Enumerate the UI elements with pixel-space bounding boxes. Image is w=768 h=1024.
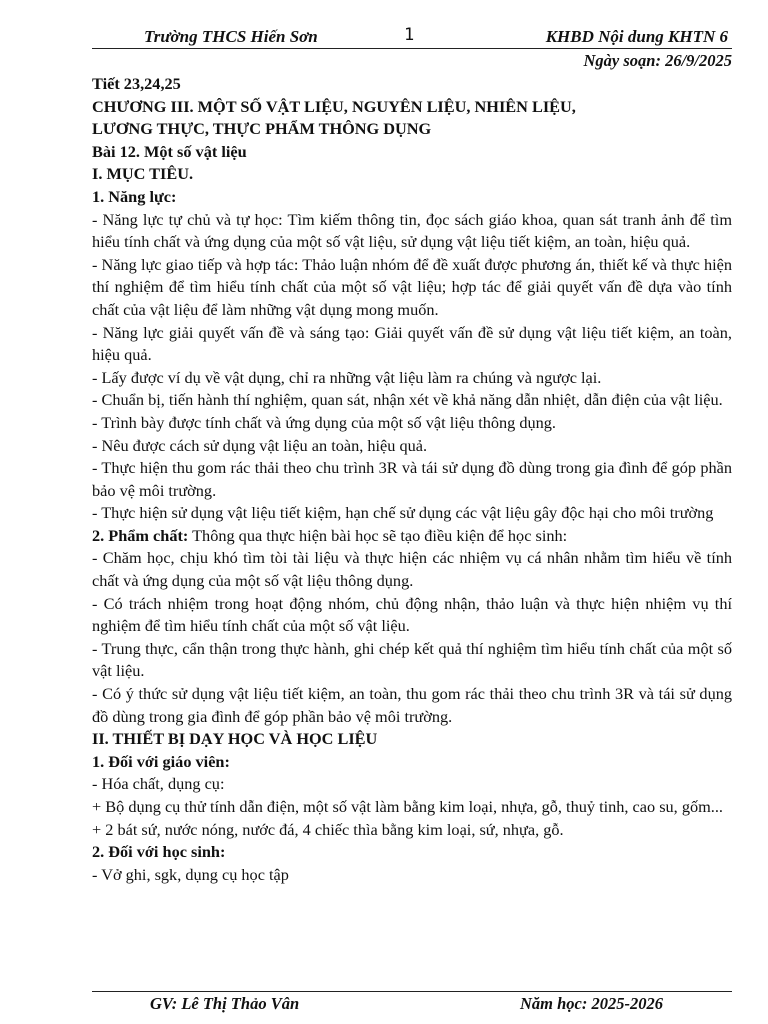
quality-paragraph (92, 525, 732, 548)
competence-item: - Năng lực giao tiếp và hợp tác: Thảo luận nhóm để đề xuất được phương án, thiết kế và thực hiện thí nghiệm để tìm hiểu tính chất của một số vật liệu; hợp tác để giải quyết vấn đề dựa vào tính chất của vật liệu để làm những vật dụng mong muốn. (92, 254, 732, 319)
footer-teacher-name: GV: Lê Thị Thảo Vân (150, 994, 300, 1013)
preparation-date: Ngày soạn: 26/9/2025 (583, 51, 732, 70)
lesson-title: Bài 12. Một số vật liệu (92, 141, 247, 161)
student-heading: 2. Đối với học sinh: (92, 842, 226, 862)
equipment-heading: II. THIẾT BỊ DẠY HỌC VÀ HỌC LIỆU (92, 729, 378, 749)
teacher-heading: 1. Đối với giáo viên: (92, 751, 230, 771)
competence-item: - Chuẩn bị, tiến hành thí nghiệm, quan sát, nhận xét về khả năng dẫn nhiệt, dẫn điện của vật liệu. (92, 390, 723, 410)
competence-item: - Thực hiện sử dụng vật liệu tiết kiệm, hạn chế sử dụng các vật liệu gây độc hại cho môi trường (92, 503, 714, 523)
competence-item: - Nêu được cách sử dụng vật liệu an toàn, hiệu quả. (92, 435, 428, 455)
teacher-item: + 2 bát sứ, nước nóng, nước đá, 4 chiếc thìa bằng kim loại, sứ, nhựa, gỗ. (92, 819, 564, 839)
chapter-title-line2: LƯƠNG THỰC, THỰC PHẨM THÔNG DỤNG (92, 119, 432, 139)
teacher-item: + Bộ dụng cụ thử tính dẫn điện, một số vật làm bằng kim loại, nhựa, gỗ, thuỷ tinh, cao su, gốm... (92, 797, 723, 816)
competence-heading: 1. Năng lực: (92, 186, 177, 206)
document-body (92, 73, 732, 886)
objectives-heading: I. MỤC TIÊU. (92, 164, 194, 184)
quality-item: - Trung thực, cẩn thận trong thực hành, ghi chép kết quả thí nghiệm tìm hiểu tính chất của một số vật liệu. (92, 638, 732, 681)
quality-item: - Có ý thức sử dụng vật liệu tiết kiệm, an toàn, thu gom rác thải theo chu trình 3R và tái sử dụng đồ dùng trong gia đình để góp phần bảo vệ môi trường. (92, 684, 732, 726)
header-school-name: Trường THCS Hiến Sơn (144, 27, 318, 46)
quality-heading: 2. Phẩm chất: (92, 525, 189, 545)
teacher-item: - Hóa chất, dụng cụ: (92, 774, 225, 794)
page-header (92, 24, 732, 49)
page-footer (92, 991, 732, 1020)
student-item: - Vở ghi, sgk, dụng cụ học tập (92, 864, 289, 884)
competence-item: - Lấy được ví dụ về vật dụng, chỉ ra những vật liệu làm ra chúng và ngược lại. (92, 367, 602, 387)
chapter-title-line1: CHƯƠNG III. MỘT SỐ VẬT LIỆU, NGUYÊN LIỆU, NHIÊN LIỆU, (92, 96, 576, 116)
quality-item: - Có trách nhiệm trong hoạt động nhóm, chủ động nhận, thảo luận và thực hiện nhiệm vụ thí nghiệm để tìm hiểu tính chất của một số vật liệu. (92, 593, 732, 636)
footer-school-year: Năm học: 2025-2026 (520, 994, 663, 1013)
competence-item: - Năng lực giải quyết vấn đề và sáng tạo: Giải quyết vấn đề sử dụng vật liệu tiết kiệm, an toàn, hiệu quả. (92, 322, 732, 365)
lesson-periods: Tiết 23,24,25 (92, 74, 181, 93)
competence-item: - Năng lực tự chủ và tự học: Tìm kiếm thông tin, đọc sách giáo khoa, quan sát tranh ảnh để tìm hiểu tính chất và ứng dụng của một số vật liệu, sử dụng vật liệu tiết kiệm, an toàn, hiệu quả. (92, 209, 732, 252)
competence-item: - Trình bày được tính chất và ứng dụng của một số vật liệu thông dụng. (92, 412, 556, 432)
quality-intro: Thông qua thực hiện bài học sẽ tạo điều kiện để học sinh: (188, 525, 568, 545)
header-subject: KHBD Nội dung KHTN 6 (545, 27, 728, 46)
quality-item: - Chăm học, chịu khó tìm tòi tài liệu và thực hiện các nhiệm vụ cá nhân nhằm tìm hiểu về tính chất và ứng dụng của một số vật liệu thông dụng. (92, 548, 732, 591)
competence-item: - Thực hiện thu gom rác thải theo chu trình 3R và tái sử dụng đồ dùng trong gia đình để góp phần bảo vệ môi trường. (92, 458, 732, 500)
header-page-number: 1 (404, 25, 415, 45)
